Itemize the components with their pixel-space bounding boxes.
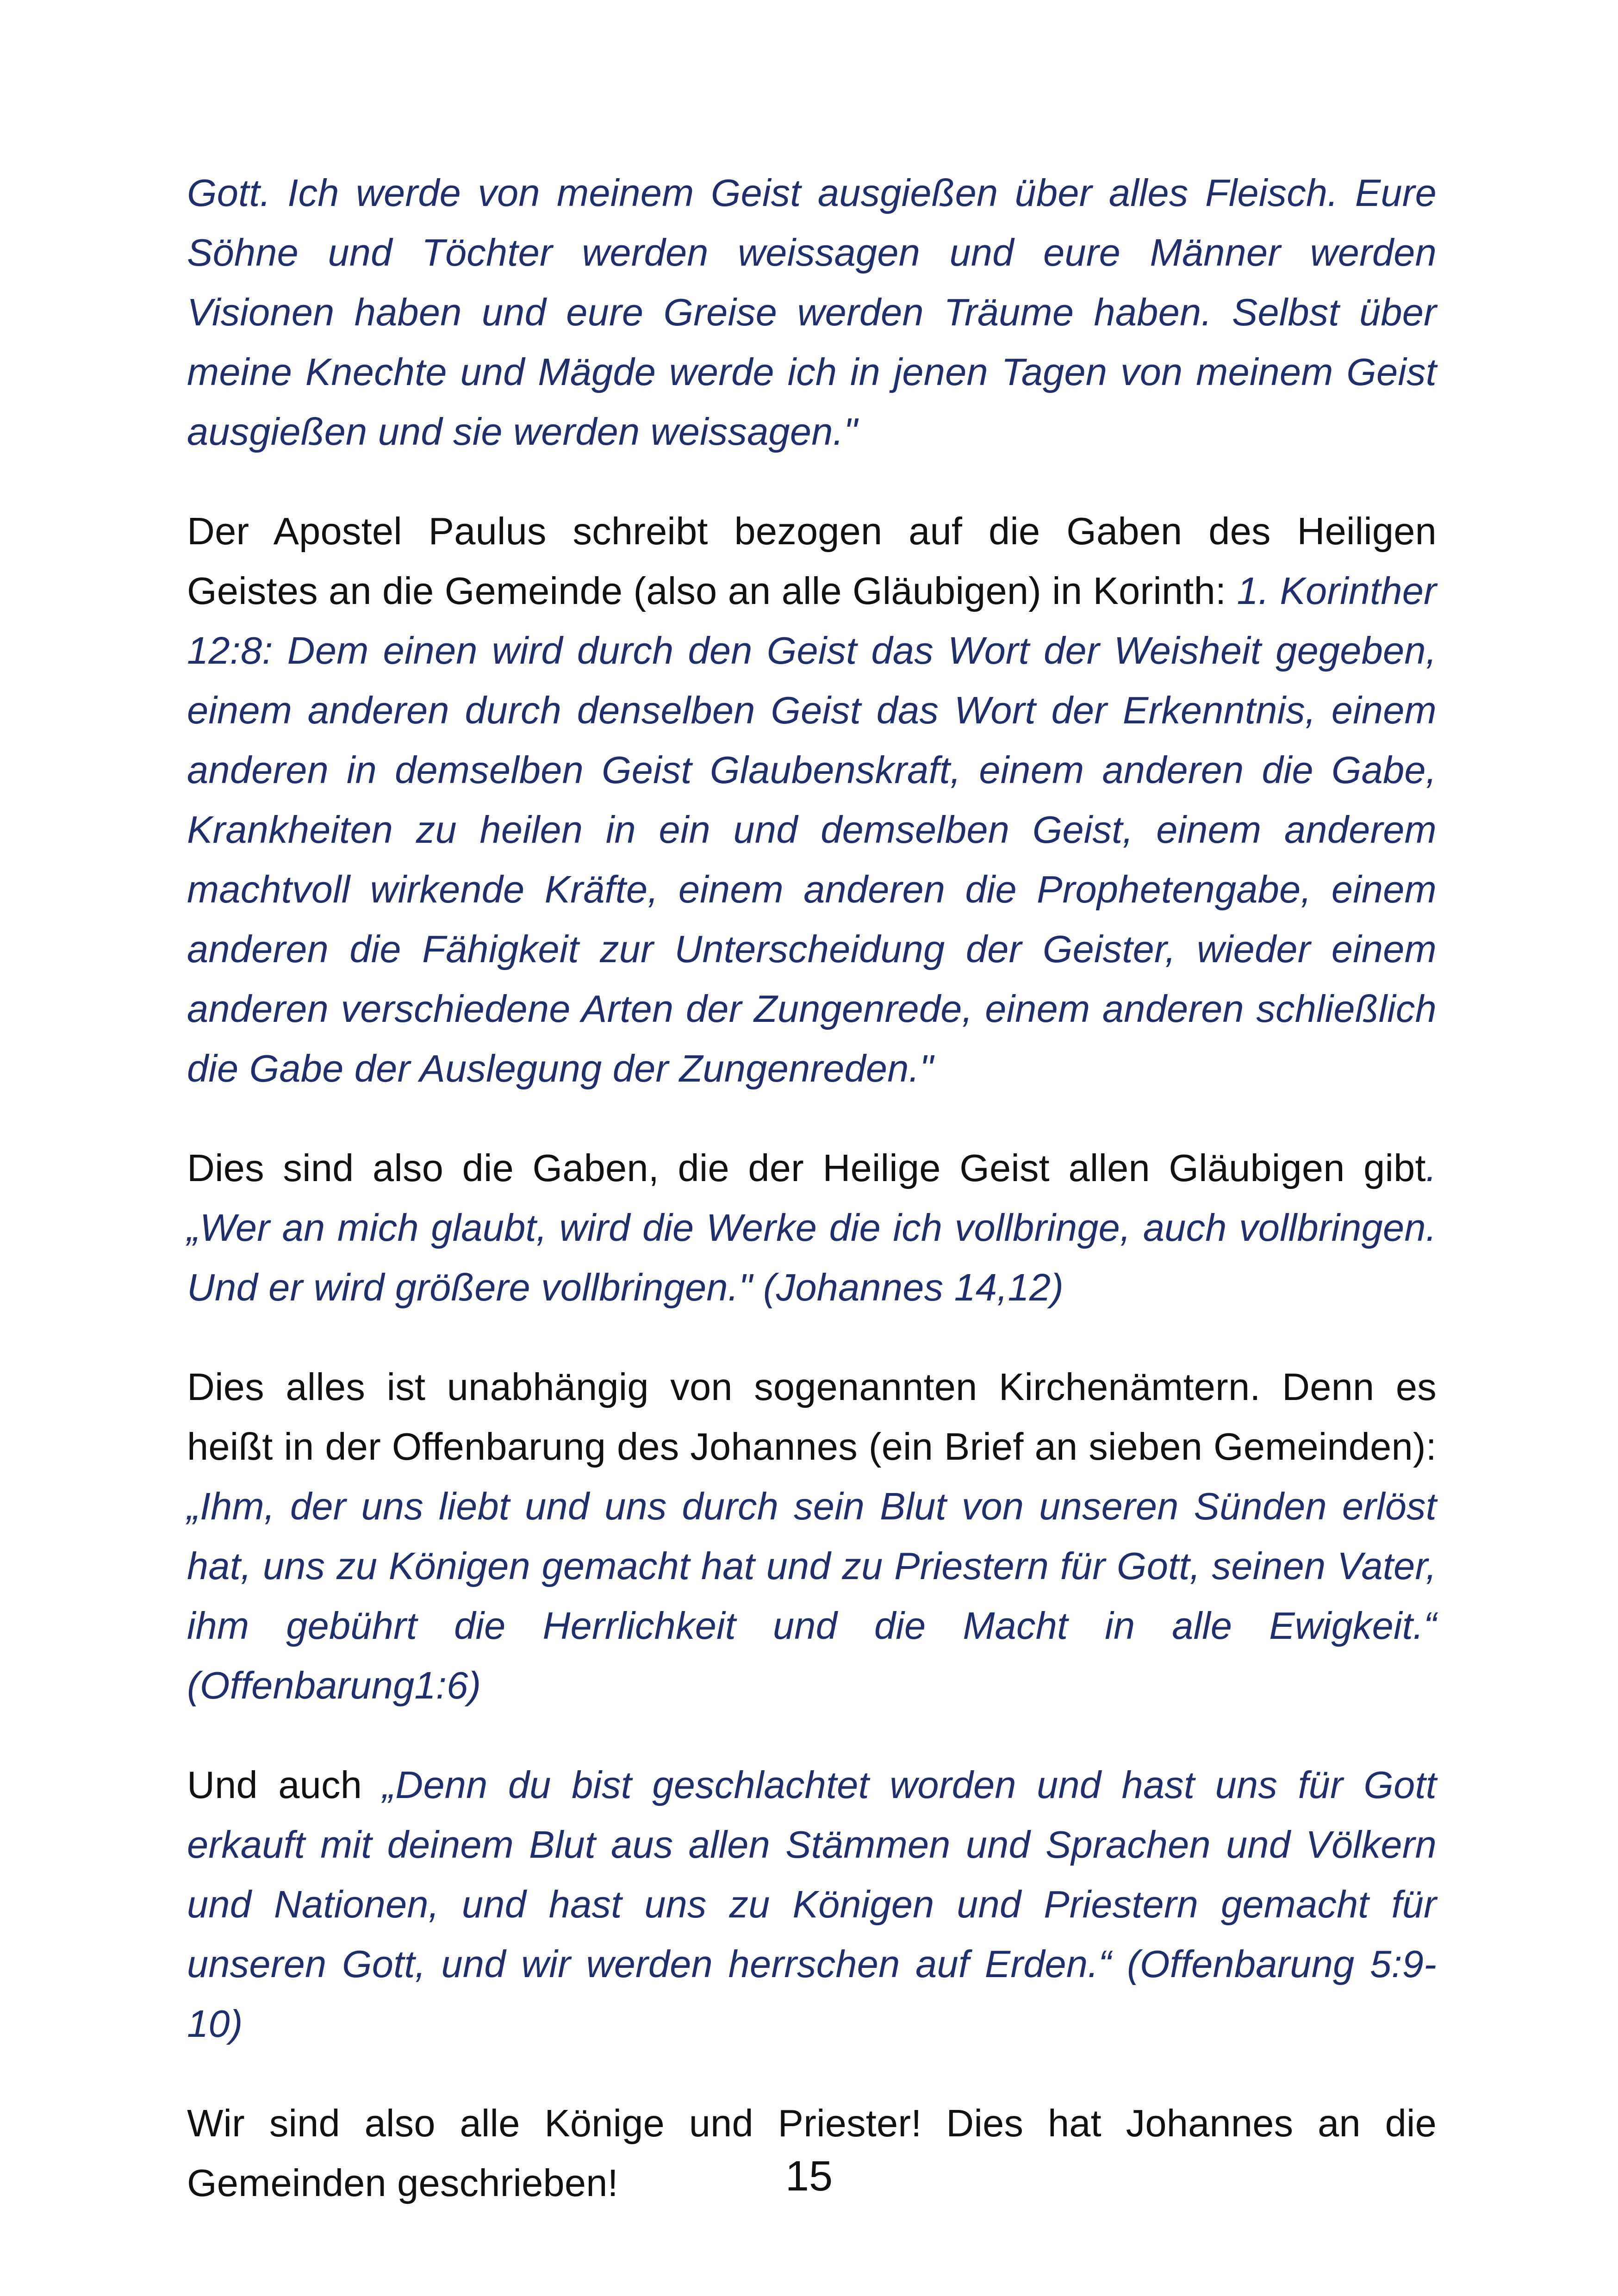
paragraph-paulus — [187, 501, 1437, 1098]
body-text: Der Apostel Paulus schreibt bezogen auf die Gaben des Heiligen Geistes an die Gemeinde (also an alle Gläubigen) in Korinth: — [187, 510, 1437, 612]
paragraph-joel-quote — [187, 163, 1437, 461]
body-text: Dies alles ist unabhängig von sogenannten Kirchenämtern. Denn es heißt in der Offenbarung des Johannes (ein Brief an sieben Gemeinden): — [187, 1365, 1437, 1468]
scripture-quote: . „Wer an mich glaubt, wird die Werke die ich vollbringe, auch vollbringen. Und er wird größere vollbringen." (Johannes 14,12) — [187, 1146, 1437, 1309]
page-body — [187, 163, 1437, 2252]
body-text: Dies sind also die Gaben, die der Heilige Geist allen Gläubigen gibt — [187, 1146, 1426, 1189]
scripture-quote: „Ihm, der uns liebt und uns durch sein Blut von unseren Sünden erlöst hat, uns zu Königen gemacht hat und zu Priestern für Gott, seinen Vater, ihm gebührt die Herrlichkeit und die Macht in alle Ewigkeit.“ (Offenbarung1:6) — [187, 1485, 1437, 1707]
scripture-quote: Gott. Ich werde von meinem Geist ausgießen über alles Fleisch. Eure Söhne und Töchter werden weissagen und eure Männer werden Visionen haben und eure Greise werden Träume haben. Selbst über meine Knechte und Mägde werde ich in jenen Tagen von meinem Geist ausgießen und sie werden weissagen." — [187, 171, 1437, 453]
scripture-quote: „Denn du bist geschlachtet worden und hast uns für Gott erkauft mit deinem Blut aus allen Stämmen und Sprachen und Völkern und Nationen, und hast uns zu Königen und Priestern gemacht für unseren Gott, und wir werden herrschen auf Erden.“ (Offenbarung 5:9-10) — [187, 1763, 1437, 2045]
paragraph-und-auch — [187, 1755, 1437, 2053]
body-text: Wir sind also alle Könige und Priester! Dies hat Johannes an die Gemeinden geschrieben! — [187, 2102, 1437, 2204]
paragraph-gaben — [187, 1138, 1437, 1317]
paragraph-kirchenaemter — [187, 1357, 1437, 1715]
body-text: Und auch — [187, 1763, 383, 1806]
scripture-quote: 1. Korinther 12:8: Dem einen wird durch den Geist das Wort der Weisheit gegeben, einem anderen durch denselben Geist das Wort der Erkenntnis, einem anderen in demselben Geist Glaubenskraft, einem anderen die Gabe, Krankheiten zu heilen in ein und demselben Geist, einem anderem machtvoll wirkende Kräfte, einem anderen die Prophetengabe, einem anderen die Fähigkeit zur Unterscheidung der Geister, wieder einem anderen verschiedene Arten der Zungenrede, einem anderen schließlich die Gabe der Auslegung der Zungenreden." — [187, 569, 1437, 1090]
page-number: 15 — [785, 2153, 833, 2200]
